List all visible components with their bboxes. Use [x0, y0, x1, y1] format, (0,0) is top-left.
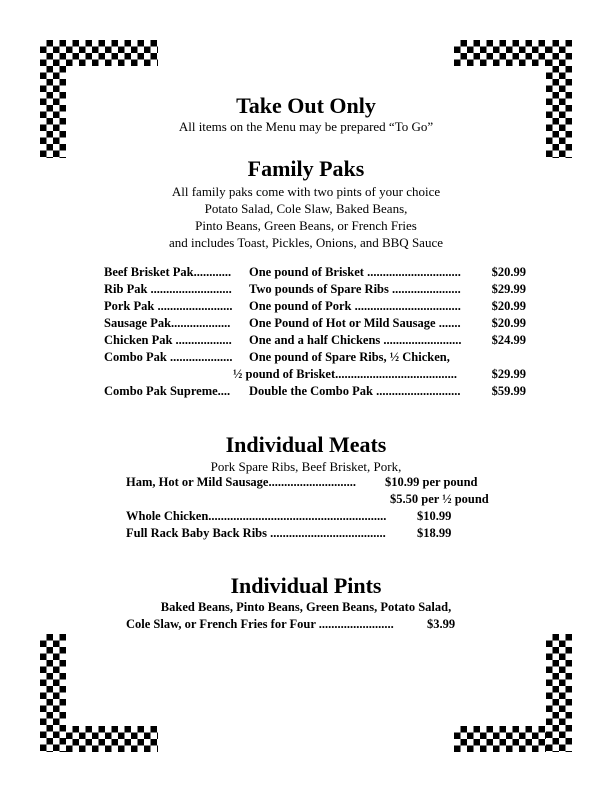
meats-section [0, 433, 612, 475]
item-name: Beef Brisket Pak............ [104, 265, 232, 279]
pints-title: Individual Pints [230, 573, 382, 598]
pints-section [0, 574, 612, 598]
item-desc: Two pounds of Spare Ribs ...................... [249, 282, 461, 296]
item-name: Whole Chicken......................................................... [126, 509, 387, 523]
item-price: $20.99 [491, 265, 526, 279]
item-desc: One pound of Spare Ribs, ½ Chicken, [249, 350, 450, 364]
family-title: Family Paks [247, 156, 365, 181]
item-price: $20.99 [491, 316, 526, 330]
family-line: and includes Toast, Pickles, Onions, and BBQ Sauce [169, 235, 443, 250]
item-desc: One pound of Brisket .............................. [249, 265, 461, 279]
checker-border [40, 634, 66, 752]
takeout-subtitle: All items on the Menu may be prepared “To Go” [178, 119, 434, 134]
item-price: $10.99 per pound [385, 475, 478, 489]
family-line: All family paks come with two pints of your choice [171, 184, 441, 199]
item-price: $3.99 [427, 617, 456, 631]
item-name: Combo Pak Supreme.... [104, 384, 231, 398]
item-desc: One pound of Pork .................................. [249, 299, 461, 313]
family-line: Pinto Beans, Green Beans, or French Fries [195, 218, 417, 233]
item-name: Chicken Pak .................. [104, 333, 232, 347]
takeout-title: Take Out Only [236, 93, 376, 118]
item-desc: One Pound of Hot or Mild Sausage ....... [249, 316, 461, 330]
family-section [0, 157, 612, 251]
item-desc: Double the Combo Pak ........................... [249, 384, 461, 398]
item-price: $29.99 [491, 367, 526, 381]
checker-border [546, 634, 572, 752]
pints-line: Baked Beans, Pinto Beans, Green Beans, Potato Salad, [160, 600, 452, 614]
item-price: $18.99 [417, 526, 452, 540]
item-price: $10.99 [417, 509, 452, 523]
item-name: Pork Pak ........................ [104, 299, 233, 313]
item-price: $24.99 [491, 333, 526, 347]
item-name: Sausage Pak................... [104, 316, 231, 330]
item-name: Cole Slaw, or French Fries for Four ........................ [126, 617, 394, 631]
item-desc: ½ pound of Brisket....................................... [233, 367, 457, 381]
item-price: $5.50 per ½ pound [390, 492, 489, 506]
item-name: Rib Pak .......................... [104, 282, 232, 296]
item-desc: One and a half Chickens ......................... [249, 333, 462, 347]
item-price: $29.99 [491, 282, 526, 296]
meats-line: Pork Spare Ribs, Beef Brisket, Pork, [210, 459, 402, 474]
item-price: $59.99 [491, 384, 526, 398]
family-line: Potato Salad, Cole Slaw, Baked Beans, [204, 201, 408, 216]
takeout-section [0, 94, 612, 135]
meats-title: Individual Meats [225, 432, 387, 457]
item-price: $20.99 [491, 299, 526, 313]
item-name: Full Rack Baby Back Ribs ..................................... [126, 526, 386, 540]
item-name: Ham, Hot or Mild Sausage............................ [126, 475, 356, 489]
item-name: Combo Pak .................... [104, 350, 233, 364]
